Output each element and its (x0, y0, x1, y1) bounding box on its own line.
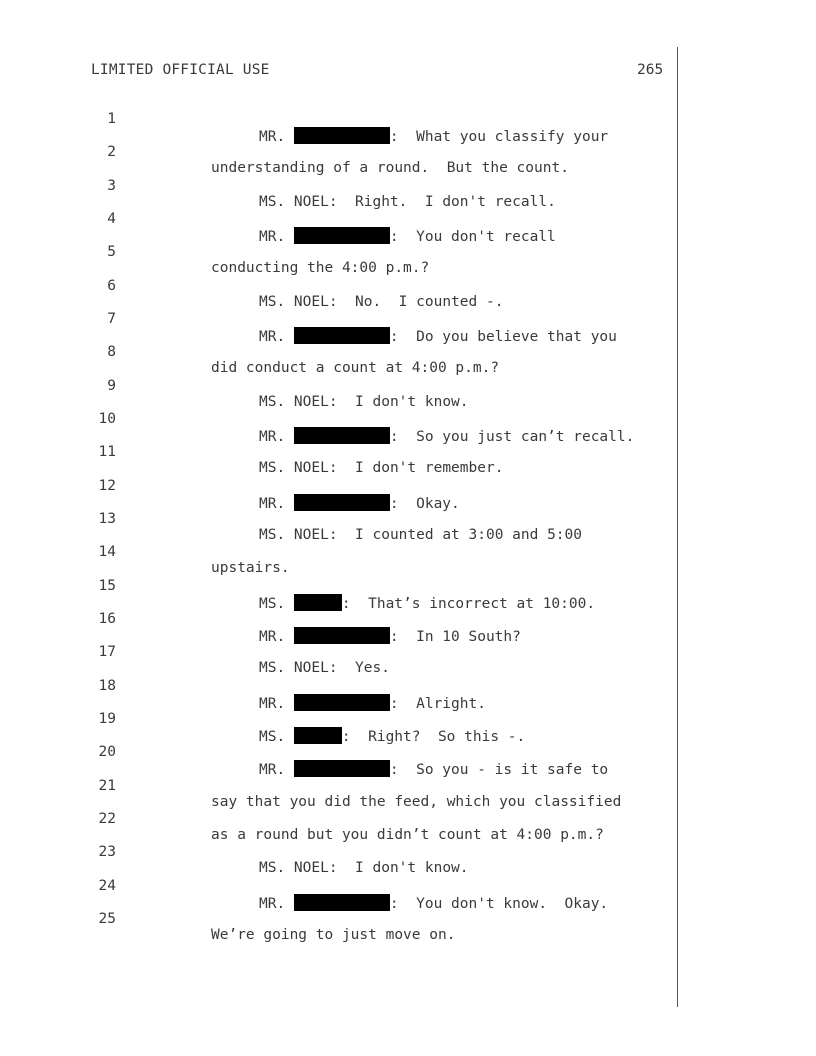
speech: : Alright. (389, 696, 486, 712)
line-text: MS. NOEL: I don't remember. (259, 460, 504, 476)
transcript-line (0, 262, 680, 310)
speaker-prefix: MS. (259, 596, 294, 612)
line-number: 12 (98, 478, 116, 494)
transcript-line (0, 695, 680, 745)
line-text: MS. NOEL: Right. I don't recall. (259, 194, 556, 210)
line-text: conducting the 4:00 p.m.? (211, 260, 430, 276)
transcript-line (0, 828, 680, 876)
transcript-line (0, 762, 680, 810)
transcript-line (0, 662, 680, 712)
line-text: say that you did the feed, which you classified (211, 794, 622, 810)
speaker-prefix: MS. (259, 729, 294, 745)
classification-header: LIMITED OFFICIAL USE (91, 62, 270, 78)
line-number: 4 (107, 211, 116, 227)
line-number: 19 (98, 711, 116, 727)
speech: : So you - is it safe to (389, 762, 609, 778)
line-text: MS. NOEL: I counted at 3:00 and 5:00 (259, 527, 583, 543)
speaker-prefix: MR. (259, 762, 294, 778)
transcript-line (0, 195, 680, 245)
line-number: 17 (98, 644, 116, 660)
page-number: 265 (637, 62, 664, 78)
line-text: understanding of a round. But the count. (211, 160, 569, 176)
line-text: We’re going to just move on. (211, 927, 456, 943)
transcript-line (0, 528, 680, 576)
transcript-line (0, 362, 680, 410)
speaker-prefix: MR. (259, 329, 294, 345)
transcript-line (0, 128, 680, 176)
line-number: 2 (107, 144, 116, 160)
line-number: 10 (98, 411, 116, 427)
speech: : That’s incorrect at 10:00. (341, 596, 596, 612)
line-text: did conduct a count at 4:00 p.m.? (211, 360, 500, 376)
transcript-line (0, 595, 680, 645)
line-text: as a round but you didn’t count at 4:00 p.m.? (211, 827, 604, 843)
speaker-prefix: MR. (259, 429, 294, 445)
line-number: 22 (98, 811, 116, 827)
line-number: 14 (98, 544, 116, 560)
speaker-prefix: MR. (259, 496, 294, 512)
line-number: 20 (98, 744, 116, 760)
transcript-line (0, 895, 680, 943)
transcript-line (0, 428, 680, 476)
speaker-prefix: MR. (259, 229, 294, 245)
transcript-line (0, 728, 680, 778)
speech: : Right? So this -. (341, 729, 526, 745)
line-number: 16 (98, 611, 116, 627)
transcript-line (0, 862, 680, 912)
line-number: 25 (98, 911, 116, 927)
line-number: 24 (98, 878, 116, 894)
transcript-line (0, 462, 680, 512)
line-number: 15 (98, 578, 116, 594)
transcript-line (0, 228, 680, 276)
speech: : In 10 South? (389, 629, 521, 645)
speaker-prefix: MR. (259, 629, 294, 645)
line-number: 8 (107, 344, 116, 360)
line-text: MS. NOEL: Yes. (259, 660, 390, 676)
line-text: MS. NOEL: No. I counted -. (259, 294, 504, 310)
transcript-line (0, 795, 680, 843)
line-number: 18 (98, 678, 116, 694)
line-number: 3 (107, 178, 116, 194)
speech: : You don't recall (389, 229, 556, 245)
speech: : You don't know. Okay. (389, 896, 609, 912)
line-number: 21 (98, 778, 116, 794)
line-number: 1 (107, 111, 116, 127)
speaker-prefix: MR. (259, 129, 294, 145)
transcript-line (0, 628, 680, 676)
line-number: 6 (107, 278, 116, 294)
speech: : What you classify your (389, 129, 609, 145)
line-number: 11 (98, 444, 116, 460)
line-number: 5 (107, 244, 116, 260)
transcript-line (0, 295, 680, 345)
speaker-prefix: MR. (259, 896, 294, 912)
line-number: 23 (98, 844, 116, 860)
line-text: MS. NOEL: I don't know. (259, 394, 469, 410)
line-number: 9 (107, 378, 116, 394)
transcript-line (0, 562, 680, 612)
transcript-line (0, 328, 680, 376)
speech: : Okay. (389, 496, 460, 512)
speaker-prefix: MR. (259, 696, 294, 712)
line-number: 13 (98, 511, 116, 527)
speech: : So you just can’t recall. (389, 429, 635, 445)
transcript-line (0, 495, 680, 543)
transcript-line (0, 95, 680, 145)
line-number: 7 (107, 311, 116, 327)
line-text: upstairs. (211, 560, 290, 576)
line-text: MS. NOEL: I don't know. (259, 860, 469, 876)
transcript-line (0, 395, 680, 445)
speech: : Do you believe that you (389, 329, 617, 345)
transcript-line (0, 162, 680, 210)
